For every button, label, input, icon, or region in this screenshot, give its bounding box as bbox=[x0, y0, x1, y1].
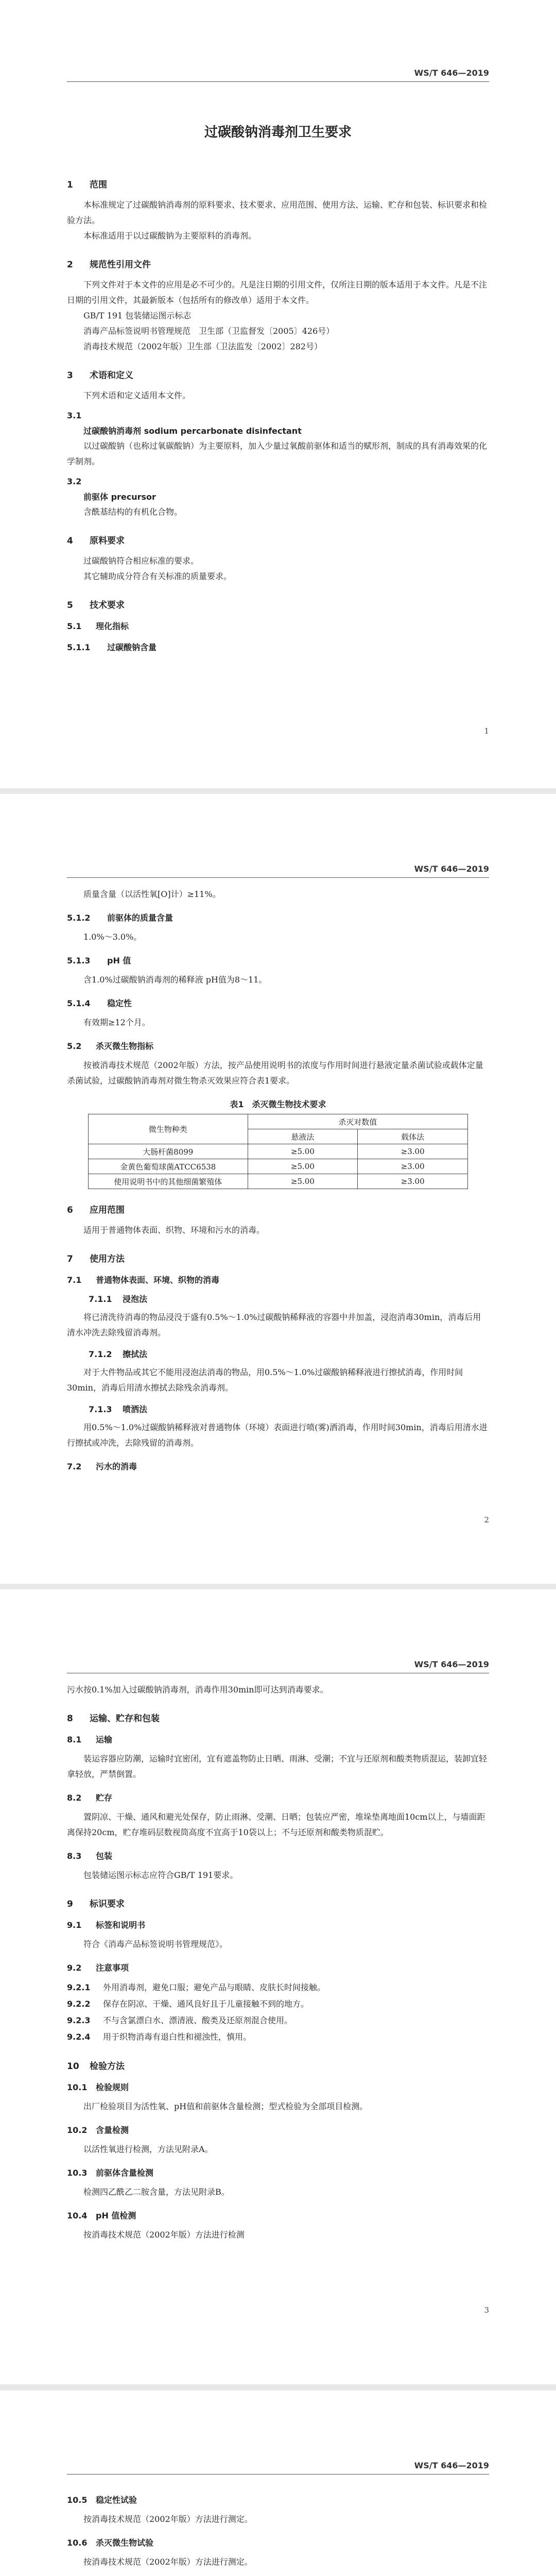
section-5-2-text: 按被消毒技术规范（2002年版）方法，按产品使用说明书的浓度与作用时间进行悬液定量杀菌试验或载体定量杀菌试验，过碳酸钠消毒剂对微生物杀灭效果应符合表1要求。 bbox=[67, 1060, 483, 1086]
section-5-1-3-text: 含1.0%过碳酸钠消毒剂的稀释液 pH值为8～11。 bbox=[83, 975, 267, 985]
term-3-2-name: 前驱体 precursor bbox=[83, 492, 156, 502]
section-7-1-1-heading: 7.1.1 浸泡法 bbox=[89, 1294, 148, 1304]
document-page-3 bbox=[0, 1589, 556, 2384]
term-3-2-definition: 含酰基结构的有机化合物。 bbox=[83, 507, 183, 517]
section-9-heading: 9 标识要求 bbox=[67, 1899, 125, 1909]
section-3-heading: 3 术语和定义 bbox=[67, 370, 133, 381]
section-10-3-text: 检测四乙酰乙二胺含量，方法见附录B。 bbox=[83, 2187, 230, 2197]
section-8-3-heading: 8.3 包装 bbox=[67, 1851, 113, 1861]
section-10-1-text: 出厂检验项目为活性氧、pH值和前驱体含量检测；型式检验为全部项目检测。 bbox=[83, 2102, 368, 2111]
section-7-1-2-heading: 7.1.2 擦拭法 bbox=[89, 1349, 148, 1359]
page-number: 1 bbox=[484, 726, 489, 736]
section-8-heading: 8 运输、贮存和包装 bbox=[67, 1714, 160, 1724]
document-page-1 bbox=[0, 0, 556, 788]
section-7-1-1-text: 将已清洗待消毒的物品浸没于盛有0.5%～1.0%过碳酸钠稀释液的容器中并加盖，浸泡消毒30min，消毒后用清水冲洗去除残留消毒剂。 bbox=[67, 1312, 481, 1337]
header-rule bbox=[67, 2474, 489, 2475]
section-10-2-heading: 10.2 含量检测 bbox=[67, 2125, 129, 2135]
section-10-5-text: 按消毒技术规范（2002年版）方法进行测定。 bbox=[83, 2514, 253, 2524]
document-page-4 bbox=[0, 2391, 556, 2576]
section-7-2-heading: 7.2 污水的消毒 bbox=[67, 1462, 137, 1471]
table-header-log-reduction: 杀灭对数值 bbox=[248, 1114, 467, 1129]
section-5-2-heading: 5.2 杀灭微生物指标 bbox=[67, 1041, 154, 1051]
table-header-organism: 微生物种类 bbox=[89, 1114, 248, 1144]
section-10-6-text: 按消毒技术规范（2002年版）方法进行测定。 bbox=[83, 2557, 253, 2567]
section-7-1-heading: 7.1 普通物体表面、环境、织物的消毒 bbox=[67, 1275, 220, 1285]
section-6-heading: 6 应用范围 bbox=[67, 1205, 125, 1215]
section-6-text: 适用于普通物体表面、织物、环境和污水的消毒。 bbox=[83, 1225, 265, 1235]
section-8-1-text: 装运容器应防潮，运输时宜密闭，宜有遮盖物防止日晒、雨淋、受潮；不宜与还原剂和酸类物质混运，装卸宜轻拿轻放，严禁倒置。 bbox=[67, 1754, 488, 1779]
section-5-1-2-text: 1.0%～3.0%。 bbox=[83, 932, 142, 942]
section-3-intro: 下列术语和定义适用本文件。 bbox=[83, 391, 191, 400]
section-5-1-2-heading: 5.1.2 前驱体的质量含量 bbox=[67, 913, 173, 923]
section-5-1-3-heading: 5.1.3 pH 值 bbox=[67, 956, 131, 965]
section-5-heading: 5 技术要求 bbox=[67, 600, 125, 611]
section-9-1-text: 符合《消毒产品标签说明书管理规范》。 bbox=[83, 1939, 228, 1949]
section-5-1-heading: 5.1 理化指标 bbox=[67, 621, 129, 631]
section-10-3-heading: 10.3 前驱体含量检测 bbox=[67, 2168, 154, 2178]
term-3-1-number: 3.1 bbox=[67, 411, 82, 420]
section-10-6-heading: 10.6 杀灭微生物试验 bbox=[67, 2538, 154, 2548]
section-7-1-3-heading: 7.1.3 喷洒法 bbox=[89, 1404, 148, 1414]
table-cell-carrier: ≥3.00 bbox=[358, 1144, 468, 1159]
list-item: 9.2.4 用于织物消毒有退白性和褪浊性，慎用。 bbox=[67, 2032, 252, 2042]
table-row bbox=[89, 1159, 468, 1174]
section-5-1-1-heading: 5.1.1 过碳酸钠含量 bbox=[67, 642, 157, 652]
section-7-2-text: 污水按0.1%加入过碳酸钠消毒剂，消毒作用30min即可达到消毒要求。 bbox=[67, 1685, 328, 1694]
standard-code: WS/T 646—2019 bbox=[414, 1659, 489, 1669]
page-number: 2 bbox=[484, 1515, 489, 1524]
standard-code: WS/T 646—2019 bbox=[414, 864, 489, 874]
section-8-2-heading: 8.2 贮存 bbox=[67, 1793, 113, 1803]
reference-item: GB/T 191 包装储运图示标志 bbox=[83, 311, 192, 320]
table-cell-suspension: ≥5.00 bbox=[248, 1144, 358, 1159]
document-page-2 bbox=[0, 794, 556, 1584]
section-7-1-2-text: 对于大件物品或其它不能用浸泡法消毒的物品，用0.5%～1.0%过碳酸钠稀释液进行擦拭消毒，作用时间30min，消毒后用清水擦拭去除残余消毒剂。 bbox=[67, 1367, 463, 1393]
list-item: 9.2.2 保存在阴凉、干燥、通风良好且于儿童接触不到的地方。 bbox=[67, 1999, 309, 2009]
reference-item: 消毒产品标签说明书管理规范 卫生部（卫监督发〔2005〕426号） bbox=[83, 326, 335, 336]
table-cell-organism: 大肠杆菌8099 bbox=[89, 1144, 248, 1159]
section-7-heading: 7 使用方法 bbox=[67, 1254, 125, 1264]
section-5-1-4-heading: 5.1.4 稳定性 bbox=[67, 998, 132, 1008]
section-2-para-1: 下列文件对于本文件的应用是必不可少的。凡是注日期的引用文件，仅所注日期的版本适用于本文件。凡是不注日期的引用文件，其最新版本（包括所有的修改单）适用于本文件。 bbox=[67, 280, 488, 305]
standard-code: WS/T 646—2019 bbox=[414, 68, 489, 78]
section-1-heading: 1 范围 bbox=[67, 180, 107, 190]
table-cell-organism: 使用说明书中的其他细菌繁殖体 bbox=[89, 1174, 248, 1189]
term-3-2-number: 3.2 bbox=[67, 477, 82, 486]
page-number: 3 bbox=[484, 2306, 489, 2315]
section-10-heading: 10 检验方法 bbox=[67, 2061, 125, 2072]
section-10-5-heading: 10.5 稳定性试验 bbox=[67, 2495, 137, 2505]
page-3-content bbox=[67, 1682, 489, 2243]
section-2-heading: 2 规范性引用文件 bbox=[67, 260, 151, 270]
table-1 bbox=[88, 1114, 468, 1189]
standard-code: WS/T 646—2019 bbox=[414, 2461, 489, 2470]
page-4-content bbox=[67, 2484, 489, 2570]
section-7-1-3-text: 用0.5%～1.0%过碳酸钠稀释液对普通物体（环境）表面进行喷(雾)洒消毒，作用时间30min，消毒后用清水进行擦拭或冲洗，去除残留的消毒剂。 bbox=[67, 1422, 488, 1448]
section-9-2-heading: 9.2 注意事项 bbox=[67, 1963, 129, 1973]
section-4-para-1: 过碳酸钠符合相应标准的要求。 bbox=[83, 556, 199, 566]
page-1-content bbox=[67, 164, 489, 659]
header-rule bbox=[67, 81, 489, 82]
section-4-para-2: 其它辅助成分符合有关标准的质量要求。 bbox=[83, 571, 232, 581]
section-10-4-heading: 10.4 pH 值检测 bbox=[67, 2211, 136, 2221]
list-item: 9.2.1 外用消毒剂，避免口服；避免产品与眼睛、皮肤长时间接触。 bbox=[67, 1982, 326, 1992]
section-1-para-1: 本标准规定了过碳酸钠消毒剂的原料要求、技术要求、应用范围、使用方法、运输、贮存和包装、标识要求和检验方法。 bbox=[67, 200, 488, 225]
table-cell-suspension: ≥5.00 bbox=[248, 1159, 358, 1174]
reference-item: 消毒技术规范（2002年版）卫生部（卫法监发〔2002〕282号） bbox=[83, 342, 322, 351]
table-header-carrier: 载体法 bbox=[358, 1129, 468, 1144]
header-rule bbox=[67, 877, 489, 878]
section-4-heading: 4 原料要求 bbox=[67, 536, 125, 546]
section-10-2-text: 以活性氧进行检测，方法见附录A。 bbox=[83, 2144, 213, 2154]
section-10-1-heading: 10.1 检验规则 bbox=[67, 2082, 129, 2092]
table-row bbox=[89, 1144, 468, 1159]
list-item: 9.2.3 不与含氯漂白水、漂清液、酸类及还原剂混合使用。 bbox=[67, 2015, 293, 2025]
section-8-1-heading: 8.1 运输 bbox=[67, 1735, 113, 1744]
table-row bbox=[89, 1174, 468, 1189]
section-8-3-text: 包装储运图示标志应符合GB/T 191要求。 bbox=[83, 1870, 238, 1880]
document-title: 过碳酸钠消毒剂卫生要求 bbox=[204, 125, 352, 140]
table-cell-suspension: ≥5.00 bbox=[248, 1174, 358, 1189]
section-5-1-1-text: 质量含量（以活性氧[O]计）≥11%。 bbox=[83, 889, 221, 899]
section-5-1-4-text: 有效期≥12个月。 bbox=[83, 1018, 150, 1027]
table-cell-organism: 金黄色葡萄球菌ATCC6538 bbox=[89, 1159, 248, 1174]
table-1-caption: 表1 杀灭微生物技术要求 bbox=[230, 1099, 326, 1109]
table-cell-carrier: ≥3.00 bbox=[358, 1174, 468, 1189]
section-1-para-2: 本标准适用于以过碳酸钠为主要原料的消毒剂。 bbox=[83, 231, 257, 241]
section-8-2-text: 置阴凉、干燥、通风和避光处保存，防止雨淋、受潮、日晒；包装应严密，堆垛垫离地面10cm以上，与墙面距离保持20cm，贮存堆码层数视筒高度不宜高于10袋以上；不与还原剂和酸类物质混贮。 bbox=[67, 1812, 485, 1837]
table-cell-carrier: ≥3.00 bbox=[358, 1159, 468, 1174]
term-3-1-definition: 以过碳酸钠（也称过氧碳酸钠）为主要原料，加入少量过氧酸前驱体和适当的赋形剂，制成的具有消毒效果的化学制剂。 bbox=[67, 441, 488, 466]
page-2-content bbox=[67, 887, 489, 1478]
section-9-1-heading: 9.1 标签和说明书 bbox=[67, 1920, 146, 1930]
section-10-4-text: 按消毒技术规范（2002年版）方法进行检测 bbox=[83, 2230, 245, 2240]
table-header-suspension: 悬液法 bbox=[248, 1129, 358, 1144]
term-3-1-name: 过碳酸钠消毒剂 sodium percarbonate disinfectant bbox=[83, 426, 302, 436]
